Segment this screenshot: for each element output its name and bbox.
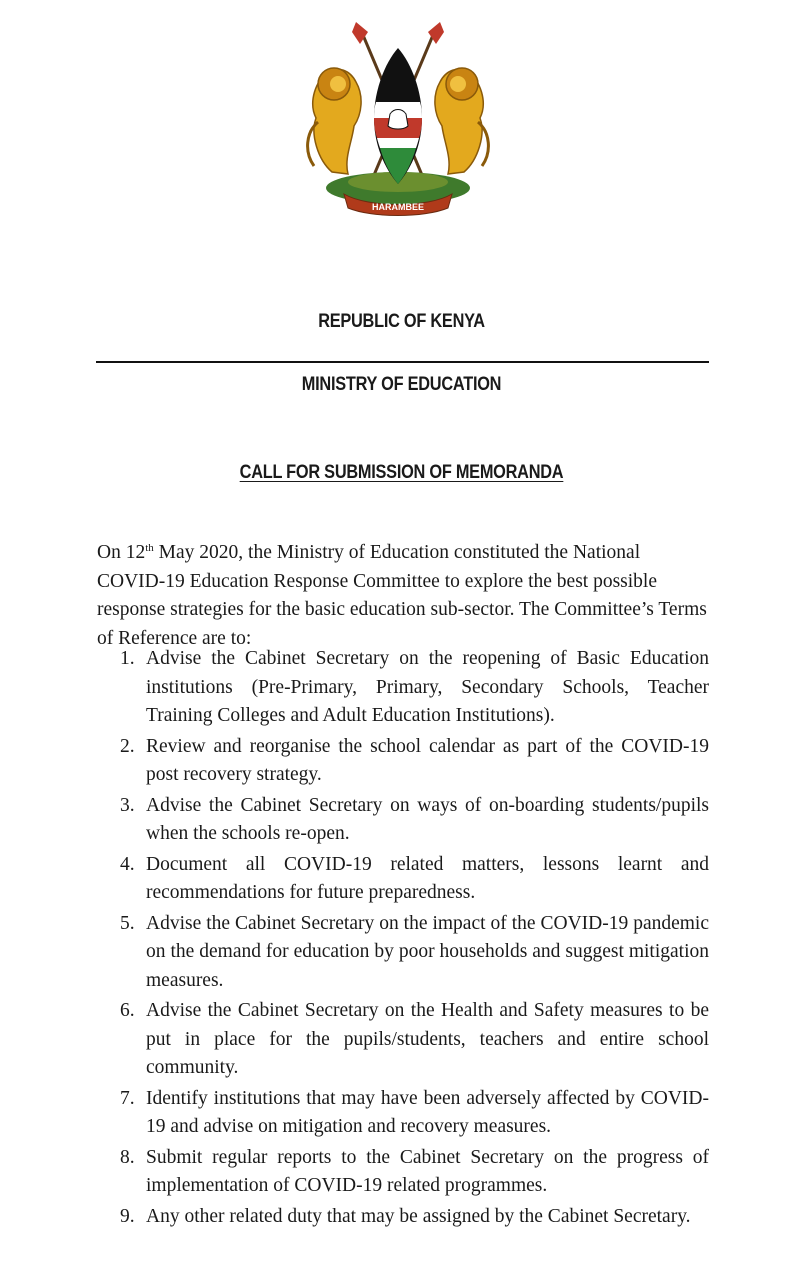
list-item: [120, 1203, 709, 1232]
list-item: [120, 645, 709, 731]
header-divider: [96, 361, 709, 363]
list-item: [120, 792, 709, 849]
terms-of-reference-list: [120, 645, 709, 1231]
intro-text-rest: May 2020, the Ministry of Education constituted the National COVID-19 Education Response Committee to explore the best possible response strategies for the basic education sub-sector. The Committee’s Terms of Reference are to:: [97, 542, 707, 649]
country-heading: REPUBLIC OF KENYA: [318, 311, 485, 332]
list-item: [120, 733, 709, 790]
kenya-coat-of-arms-icon: [298, 22, 498, 218]
list-item-number: 6.: [120, 1000, 135, 1021]
list-item: [120, 997, 709, 1083]
list-item-text: Identify institutions that may have been adversely affected by COVID-19 and advise on mitigation and recovery measures.: [146, 1087, 709, 1137]
list-item-text: Document all COVID-19 related matters, lessons learnt and recommendations for future preparedness.: [146, 853, 709, 903]
list-item-text: Advise the Cabinet Secretary on ways of on-boarding students/pupils when the schools re-open.: [146, 794, 709, 844]
list-item-number: 7.: [120, 1087, 135, 1109]
list-item: [120, 1144, 709, 1201]
intro-ordinal-suffix: th: [145, 542, 154, 554]
list-item-text: Any other related duty that may be assigned by the Cabinet Secretary.: [146, 1205, 691, 1227]
list-item-text: Advise the Cabinet Secretary on the Health and Safety measures to be put in place for the pupils/students, teachers and entire school community.: [146, 1000, 709, 1078]
list-item-number: 9.: [120, 1205, 135, 1227]
list-item-number: 5.: [120, 912, 135, 934]
list-item-text: Submit regular reports to the Cabinet Secretary on the progress of implementation of COVID-19 related programmes.: [146, 1146, 709, 1196]
document-title: CALL FOR SUBMISSION OF MEMORANDA: [239, 462, 564, 483]
list-item-number: 4.: [120, 853, 135, 875]
list-item: [120, 851, 709, 908]
list-item-text: Review and reorganise the school calendar as part of the COVID-19 post recovery strategy.: [146, 735, 709, 785]
list-item-text: Advise the Cabinet Secretary on the impact of the COVID-19 pandemic on the demand for education by poor households and suggest mitigation measures.: [146, 912, 709, 991]
list-item-number: 3.: [120, 794, 135, 816]
list-item-text: Advise the Cabinet Secretary on the reopening of Basic Education institutions (Pre-Primary, Primary, Secondary Schools, Teacher Training Colleges and Adult Education Institutions).: [146, 648, 709, 726]
emblem-motto: HARAMBEE: [371, 202, 425, 212]
list-item: [120, 1085, 709, 1142]
list-item-number: 2.: [120, 735, 135, 757]
list-item-number: 1.: [120, 648, 135, 669]
list-item-number: 8.: [120, 1146, 135, 1168]
ministry-heading: MINISTRY OF EDUCATION: [301, 374, 502, 395]
intro-paragraph: [97, 539, 709, 653]
intro-text-start: On 12: [97, 542, 146, 563]
list-item: [120, 910, 709, 996]
